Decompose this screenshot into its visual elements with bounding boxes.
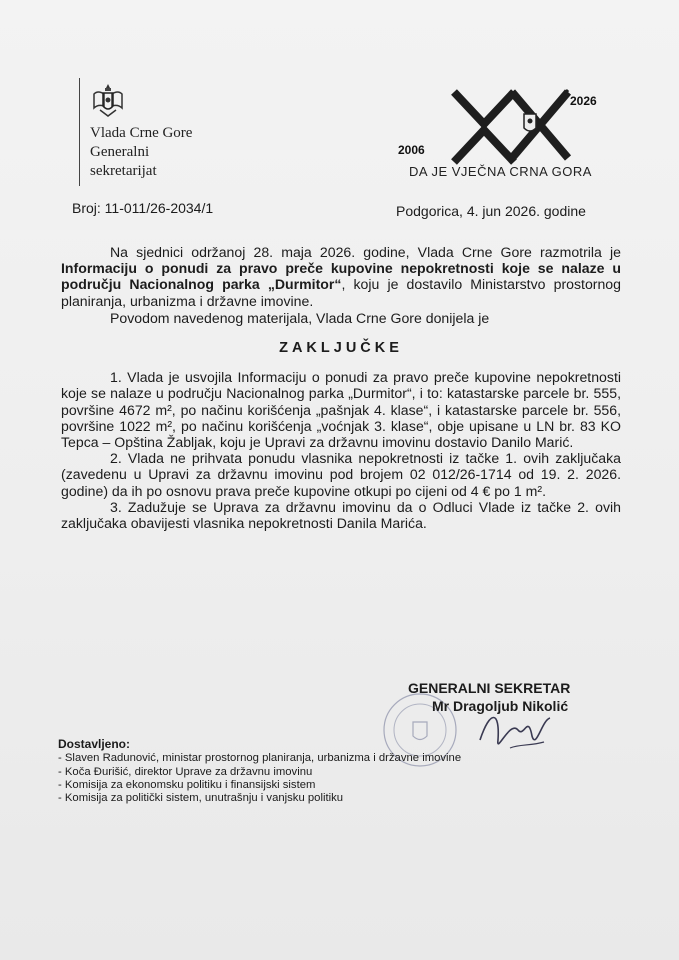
conclusion-item: 3. Zadužuje se Uprava za državnu imovinu da o Odluci Vlade iz tačke 2. ovih zaključaka obavijesti vlasnika nepokretnosti Danila Marića. [61, 498, 621, 532]
reference-number: Broj: 11-011/26-2034/1 [72, 200, 214, 216]
coat-of-arms-icon [88, 80, 128, 120]
government-name: Vlada Crne Gore Generalni sekretarijat [90, 125, 193, 179]
header-divider [79, 78, 80, 186]
recipient-item: - Komisija za politički sistem, unutrašnju i vanjsku politiku [58, 792, 344, 805]
recipient-item: - Komisija za ekonomsku politiku i finansijski sistem [58, 778, 316, 791]
intro-paragraph: Na sjednici održanoj 28. maja 2026. godine, Vlada Crne Gore razmotrila je Informaciju o ponudi za pravo preče kupovine nepokretnosti koje se nalaze u području Nacionalnog parka „Durmitor“, koju je dostavilo Ministarstvo prostornog planiranja, urbanizma i državne imovine. [61, 244, 621, 309]
logo-year-end: 2026 [570, 94, 597, 108]
signatory-title: GENERALNI SEKRETAR [408, 680, 571, 696]
conclusion-item: 1. Vlada je usvojila Informaciju o ponudi za pravo preče kupovine nepokretnosti koje se nalaze u području Nacionalnog parka „Durmitor“, i to: katastarske parcele br. 555, površine 4672 m², po načinu korišćenja „pašnjak 4. klase“, i katastarske parcele br. 556, površine 1022 m², po načinu korišćenja „voćnjak 3. klase“, obje upisane u LN br. 83 KO Tepca – Opština Žabljak, koju je Upravi za državnu imovinu dostavio Danilo Marić. [61, 369, 621, 451]
place-and-date: Podgorica, 4. jun 2026. godine [396, 203, 586, 219]
conclusion-item: 2. Vlada ne prihvata ponudu vlasnika nepokretnosti iz tačke 1. ovih zaključaka (zavedenu u Upravi za državnu imovinu pod brojem 02 012/26-1714 od 19. 2. 2026. godine) da ih po osnovu prava preče kupovine otkupi po cijeni od 4 € po 1 m². [61, 450, 621, 499]
povodom-paragraph: Povodom navedenog materijala, Vlada Crne Gore donijela je [110, 309, 490, 326]
logo-motto: DA JE VJEČNA CRNA GORA [409, 164, 592, 179]
recipients-title: Dostavljeno: [58, 737, 131, 751]
recipients-list [58, 738, 461, 805]
logo-year-start: 2006 [398, 143, 425, 157]
document-body [61, 244, 621, 531]
conclusions-heading: ZAKLJUČKE [279, 340, 403, 357]
recipient-item: - Koča Đurišić, direktor Uprave za državnu imovinu [58, 765, 313, 778]
signatory-name: Mr Dragoljub Nikolić [432, 698, 569, 714]
recipient-item: - Slaven Radunović, ministar prostornog planiranja, urbanizma i državne imovine [58, 752, 462, 765]
